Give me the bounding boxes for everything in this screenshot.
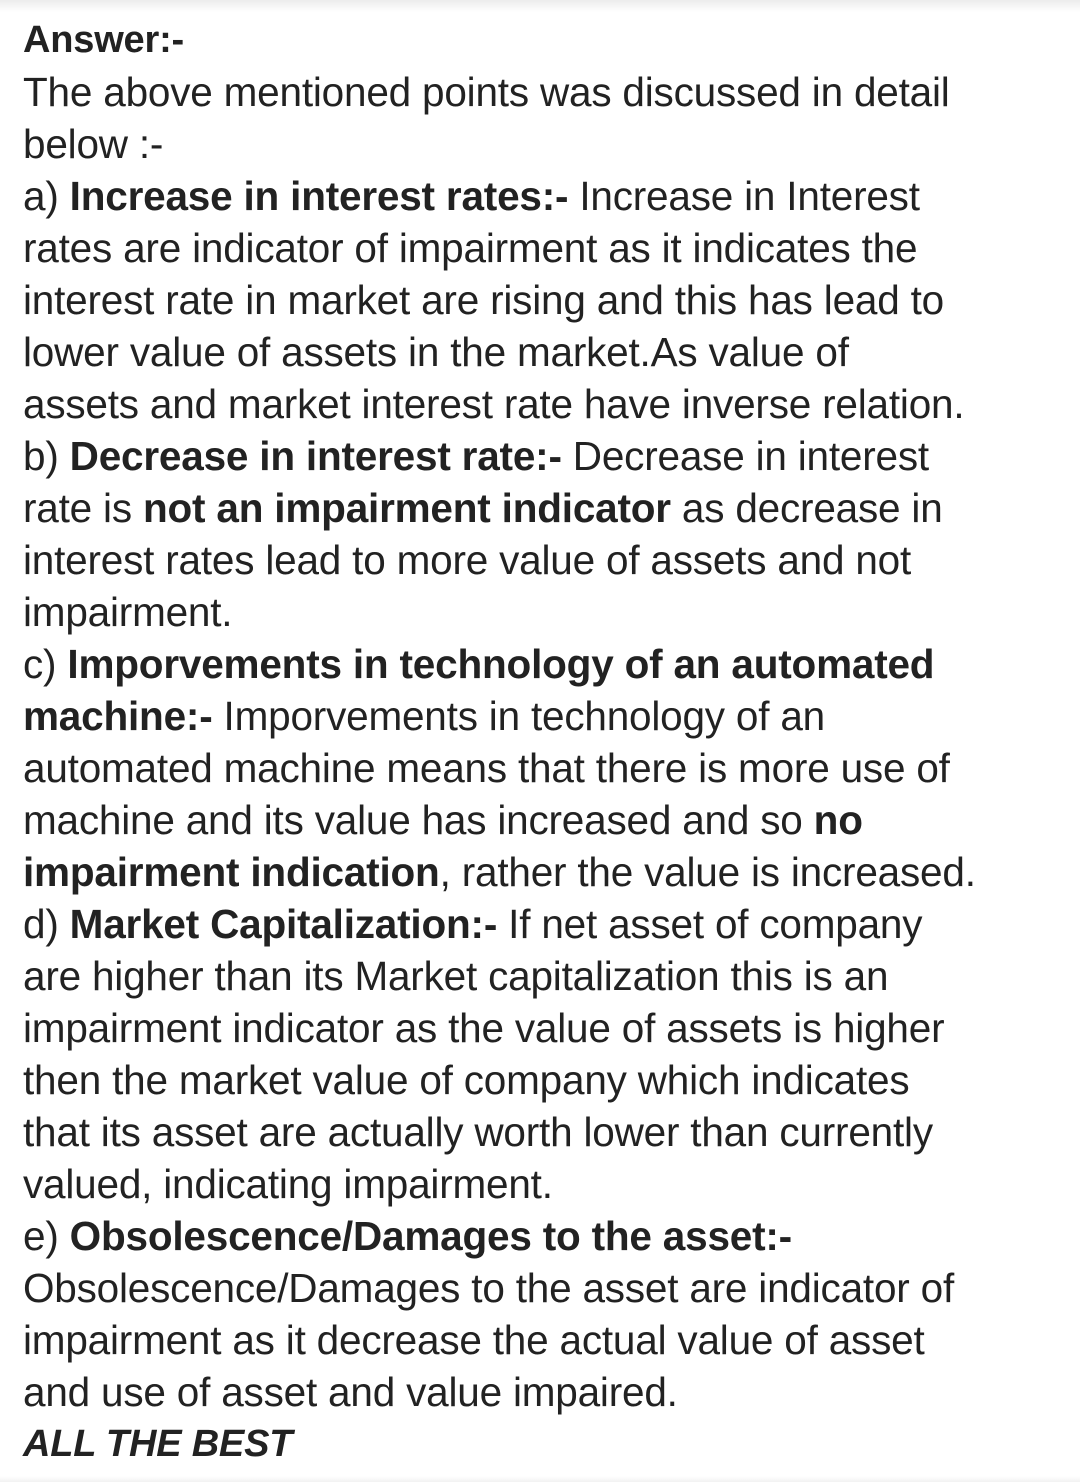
point-e-line [23,1314,1063,1366]
point-d-label: d) [23,901,70,947]
point-b-emphasis: not an impairment indicator [142,485,671,531]
point-c-emphasis: no [813,797,863,843]
point-c-text: Imporvements in technology of an [212,693,825,739]
intro-text: below :- [23,121,164,167]
bottom-edge-fade [0,1476,1080,1482]
point-b-line [23,586,1063,638]
point-d-line [23,1106,1063,1158]
point-a-title: Increase in interest rates:- [69,173,569,219]
point-d-text: valued, indicating impairment. [23,1161,553,1207]
point-a-line [23,326,1063,378]
point-c-text: , rather the value is increased. [439,849,976,895]
point-b-text: rate is [23,485,143,531]
point-c-title: machine:- [23,693,213,739]
point-e-line [23,1262,1063,1314]
point-a-text: interest rate in market are rising and this has lead to [23,277,944,323]
point-b-line [23,430,1063,482]
intro-line [23,66,1063,118]
intro-line [23,118,1063,170]
point-b-label: b) [23,433,70,479]
point-a-line [23,170,1063,222]
point-d-line [23,950,1063,1002]
point-c-line [23,794,1063,846]
point-a-text: lower value of assets in the market.As value of [23,329,849,375]
point-d-line [23,898,1063,950]
answer-heading: Answer:- [23,19,184,61]
point-d-text: that its asset are actually worth lower than currently [23,1109,933,1155]
point-a-text: Increase in Interest [568,173,920,219]
top-edge-shadow [0,0,1080,12]
point-a-text: rates are indicator of impairment as it indicates the [23,225,918,271]
signoff-text: ALL THE BEST [23,1423,293,1465]
point-d-line [23,1002,1063,1054]
point-d-line [23,1158,1063,1210]
answer-document [23,14,1063,1470]
point-d-text: are higher than its Market capitalization this is an [23,953,889,999]
point-a-text: assets and market interest rate have inverse relation. [23,381,965,427]
point-c-emphasis: impairment indication [23,849,440,895]
point-b-line [23,534,1063,586]
point-e-line [23,1210,1063,1262]
point-a-line [23,378,1063,430]
point-c-label: c) [23,641,68,687]
point-d-text: impairment indicator as the value of assets is higher [23,1005,945,1051]
point-c-line [23,690,1063,742]
point-b-text: impairment. [23,589,233,635]
intro-text: The above mentioned points was discussed in detail [23,69,950,115]
point-a-line [23,222,1063,274]
point-b-text: interest rates lead to more value of assets and not [23,537,912,583]
point-e-text: and use of asset and value impaired. [23,1369,678,1415]
point-e-text: impairment as it decrease the actual value of asset [23,1317,925,1363]
point-d-text: If net asset of company [497,901,923,947]
point-c-line [23,742,1063,794]
point-b-text: Decrease in interest [561,433,929,479]
point-d-title: Market Capitalization:- [69,901,498,947]
point-c-line [23,638,1063,690]
point-e-line [23,1366,1063,1418]
point-c-line [23,846,1063,898]
point-b-line [23,482,1063,534]
point-c-text: machine and its value has increased and so [23,797,814,843]
point-d-text: then the market value of company which indicates [23,1057,910,1103]
point-e-title: Obsolescence/Damages to the asset:- [69,1213,792,1259]
point-e-label: e) [23,1213,70,1259]
point-b-text: as decrease in [670,485,943,531]
point-a-line [23,274,1063,326]
point-e-text: Obsolescence/Damages to the asset are indicator of [23,1265,955,1311]
point-b-title: Decrease in interest rate:- [69,433,562,479]
point-a-label: a) [23,173,70,219]
point-c-text: automated machine means that there is more use of [23,745,950,791]
point-d-line [23,1054,1063,1106]
point-c-title: Imporvements in technology of an automated [67,641,935,687]
